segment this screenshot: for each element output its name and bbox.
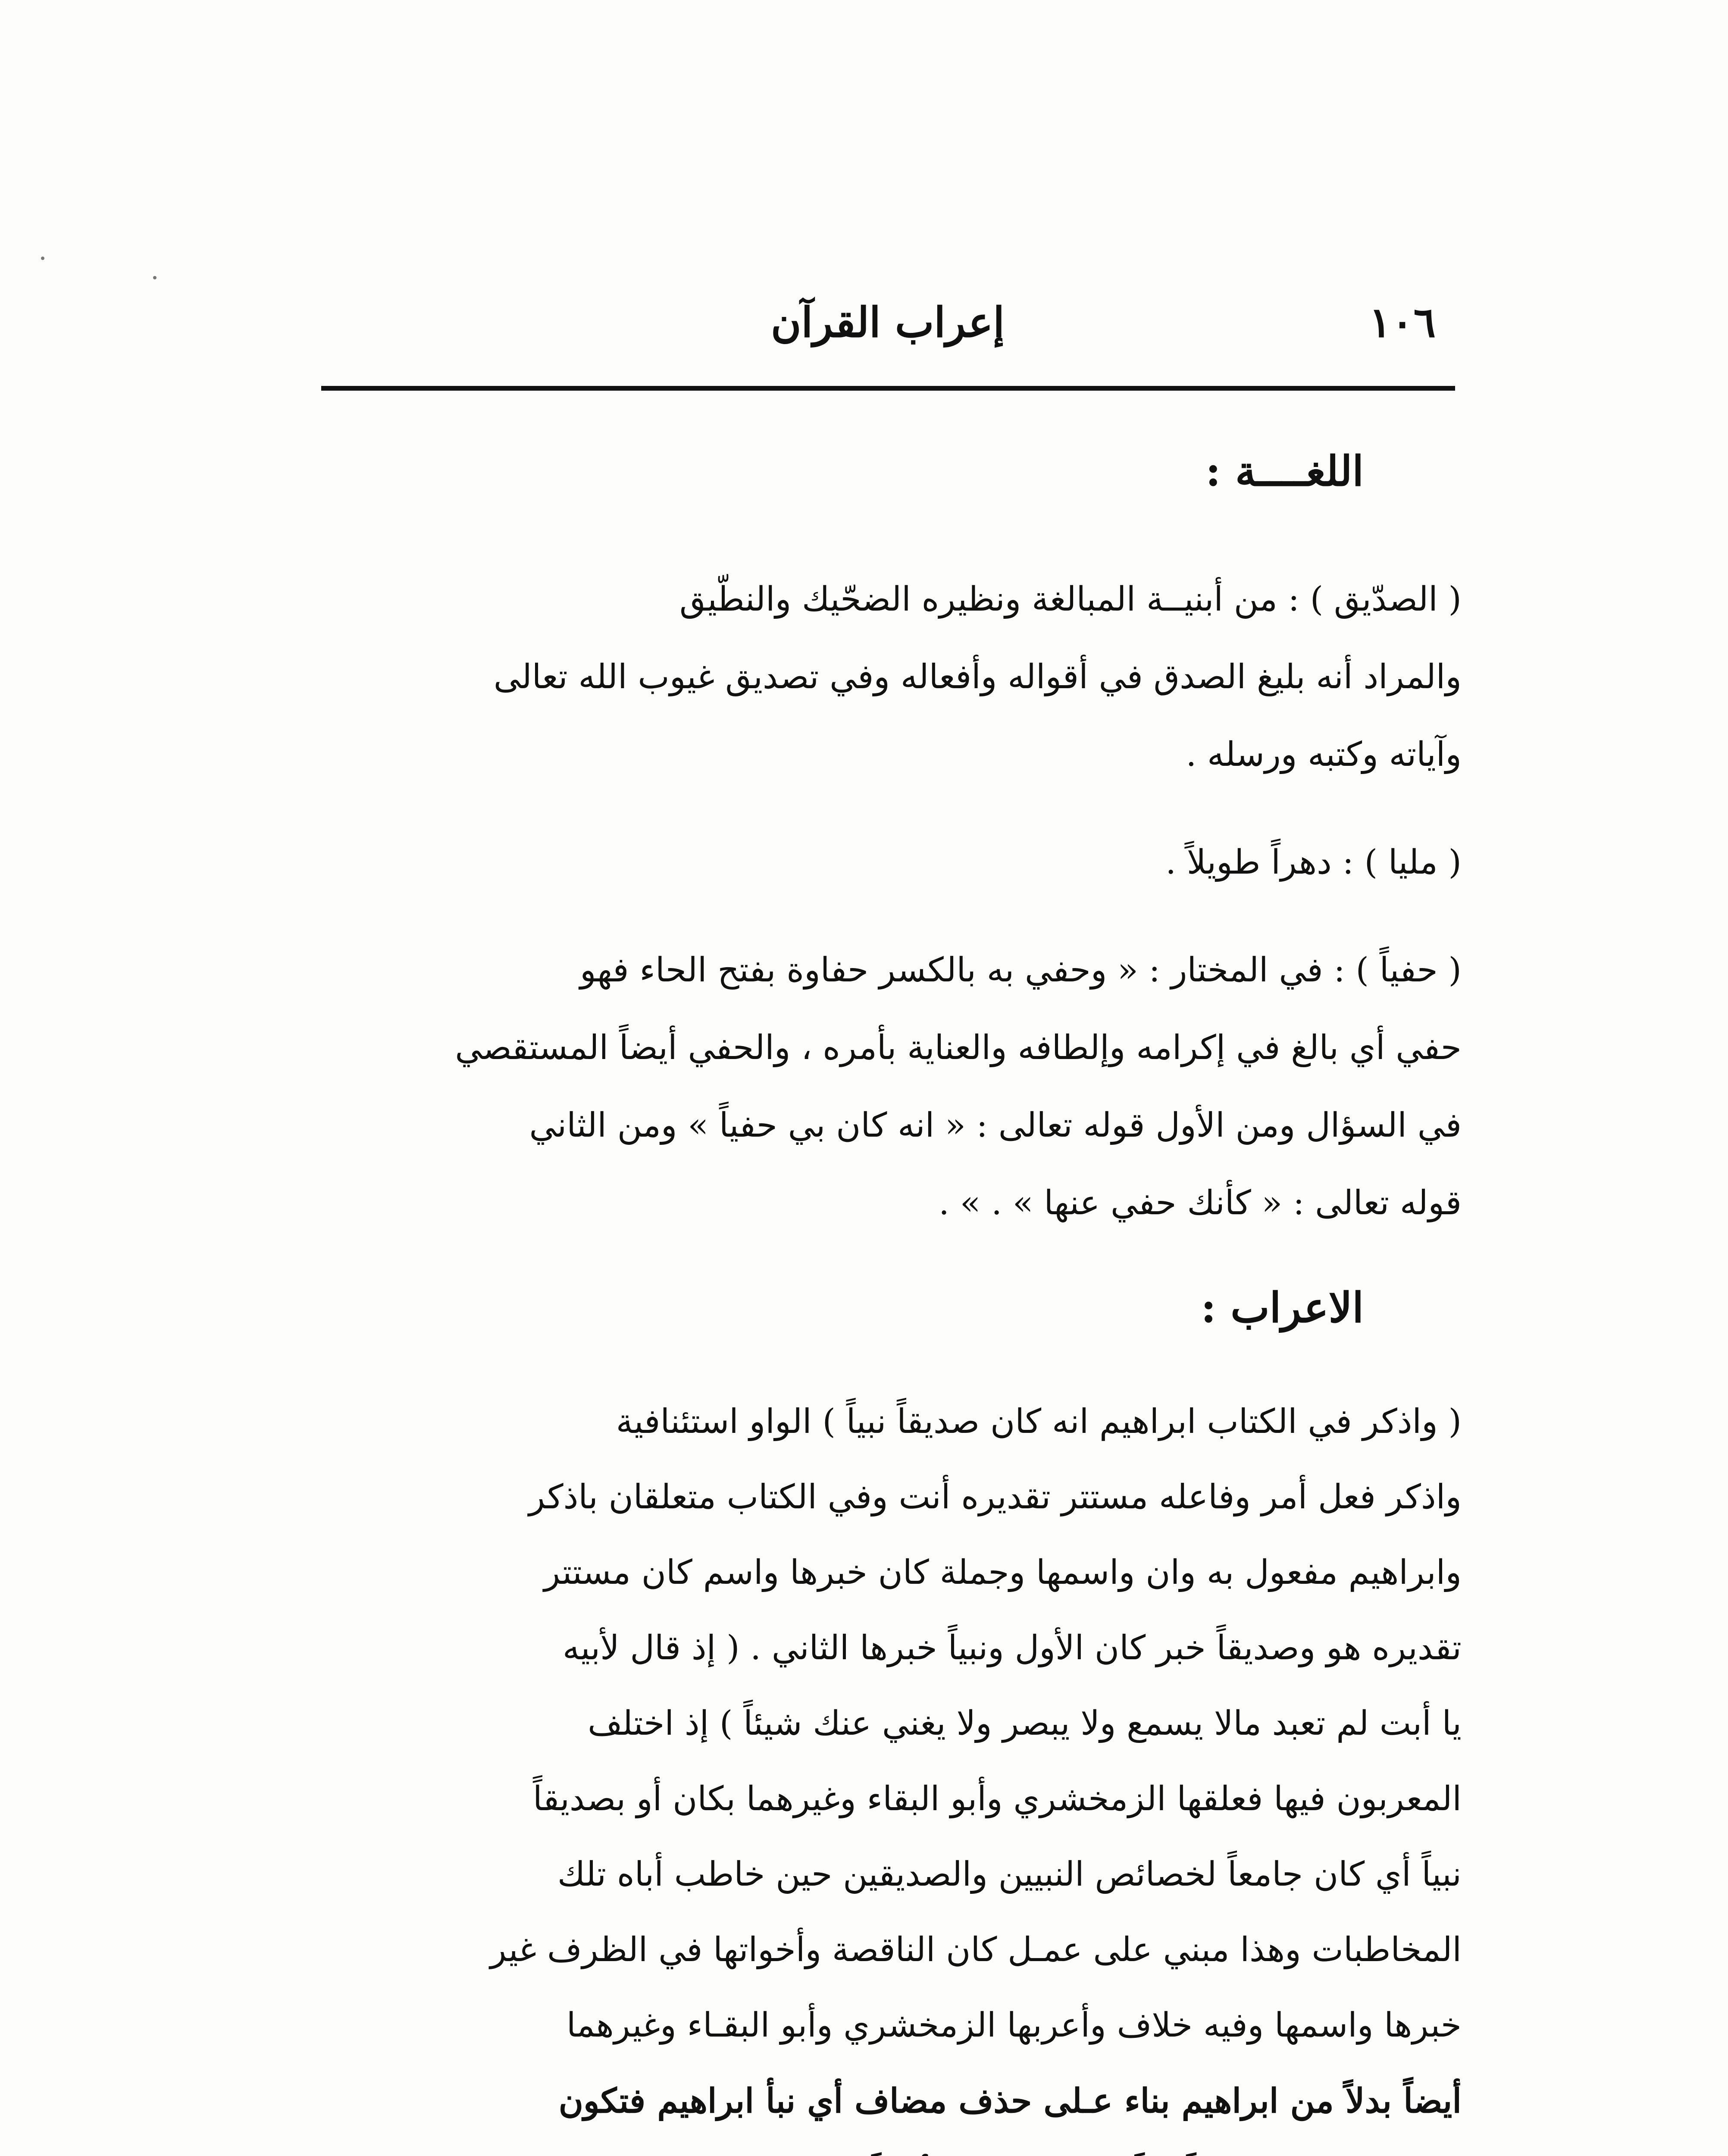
paragraph-line: ( حفياً ) : في المختار : « وحفي به بالكسر حفاوة بفتح الحاء فهو <box>580 951 1462 990</box>
paragraph-line: المعربون فيها فعلقها الزمخشري وأبو البقاء وغيرهما بكان أو بصديقاً <box>533 1780 1462 1818</box>
paragraph-line: قوله تعالى : « كأنك حفي عنها » . » . <box>939 1184 1462 1222</box>
paragraph-line: خبرها واسمها وفيه خلاف وأعربها الزمخشري وأبو البقـاء وغيرهما <box>566 2006 1462 2045</box>
paragraph-line <box>306 2139 1462 2156</box>
paragraph-line: ( واذكر في الكتاب ابراهيم انه كان صديقاً نبياً ) الواو استئنافية <box>616 1402 1462 1441</box>
paragraph-parsing <box>306 1384 1462 2156</box>
paragraph-line: ( مليا ) : دهراً طويلاً . <box>1165 843 1462 882</box>
paragraph-siddiq <box>306 561 1462 793</box>
paragraph-line: يا أبت لم تعبد مالا يسمع ولا يبصر ولا يغني عنك شيئاً ) إذ اختلف <box>588 1704 1462 1743</box>
paragraph-line: نبياً أي كان جامعاً لخصائص النبيين والصديقين حين خاطب أباه تلك <box>557 1855 1462 1894</box>
paragraph-line: والمراد أنه بليغ الصدق في أقواله وأفعاله وفي تصديق غيوب الله تعالى <box>493 658 1462 696</box>
scan-speck <box>153 276 157 279</box>
section-heading-parsing: الاعراب : <box>1201 1283 1364 1332</box>
paragraph-line: واذكر فعل أمر وفاعله مستتر تقديره أنت وفي الكتاب متعلقان باذكر <box>529 1478 1462 1517</box>
page-header <box>319 298 1457 367</box>
header-rule <box>321 386 1455 391</box>
paragraph-line: تقديره هو وصديقاً خبر كان الأول ونبياً خبرها الثاني . ( إذ قال لأبيه <box>563 1629 1462 1667</box>
paragraph-line: المخاطبات وهذا مبني على عمـل كان الناقصة وأخواتها في الظرف غير <box>490 1930 1462 1969</box>
paragraph-line: حفي أي بالغ في إكرامه وإلطافه والعناية بأمره ، والحفي أيضاً المستقصي <box>455 1028 1462 1067</box>
running-title: إعراب القرآن <box>770 298 1005 347</box>
paragraph-line: ( الصدّيق ) : من أبنيــة المبالغة ونظيره الضحّيك والنطّيق <box>679 580 1462 619</box>
section-heading-language: اللغــــة : <box>1205 447 1364 495</box>
paragraph-line: في السؤال ومن الأول قوله تعالى : « انه كان بي حفياً » ومن الثاني <box>529 1106 1462 1145</box>
scan-speck <box>41 257 44 260</box>
paragraph-hafiyya <box>306 931 1462 1242</box>
paragraph-line: أيضاً بدلاً من ابراهيم بناء عـلى حذف مضاف أي نبأ ابراهيم فتكون <box>558 2081 1462 2121</box>
paragraph-line: وآياته وكتبه ورسله . <box>1186 735 1462 774</box>
paragraph-maliyya <box>306 824 1462 901</box>
page-number: ١٠٦ <box>1369 298 1436 347</box>
paragraph-line: وابراهيم مفعول به وان واسمها وجملة كان خبرها واسم كان مستتر <box>544 1553 1462 1592</box>
